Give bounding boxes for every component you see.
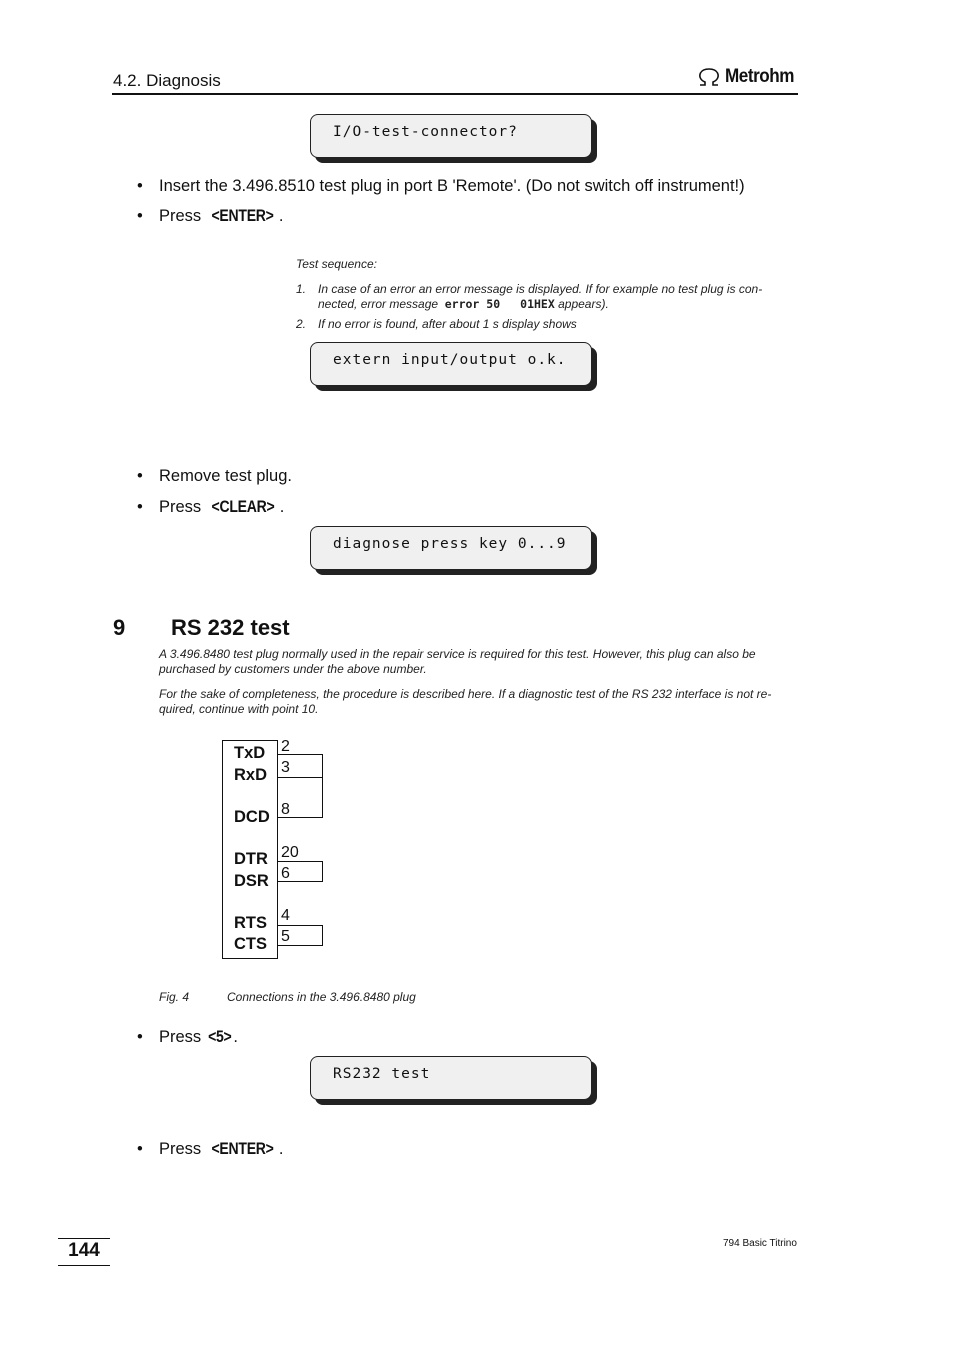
key-5: <5> xyxy=(207,1028,232,1046)
bullet-icon: • xyxy=(137,207,143,225)
lcd-text: extern input/output o.k. xyxy=(333,352,567,368)
step-text: Remove test plug. xyxy=(159,467,292,485)
step-text: Press xyxy=(159,207,206,225)
period: . xyxy=(279,498,285,516)
jumper-rts-cts xyxy=(278,925,323,946)
test-sequence-title: Test sequence: xyxy=(296,257,377,271)
signal-label: DTR xyxy=(234,850,268,868)
paragraph-line: For the sake of completeness, the procedure is described here. If a diagnostic test of the RS 232 interface is not re- xyxy=(159,687,772,701)
list-item-text-part: appears). xyxy=(558,297,609,311)
paragraph-line: purchased by customers under the above number. xyxy=(159,662,427,676)
list-item-text xyxy=(318,297,609,312)
pin-number: 8 xyxy=(281,801,290,818)
pin-number: 4 xyxy=(281,907,290,924)
enter-key: <ENTER> xyxy=(211,1140,274,1158)
step-text: Press xyxy=(159,1140,206,1158)
step-text: Press xyxy=(159,1028,206,1046)
section-header: 4.2. Diagnosis xyxy=(113,71,221,90)
step-press-clear xyxy=(137,498,284,517)
clear-key: <CLEAR> xyxy=(211,498,275,516)
bullet-icon: • xyxy=(137,177,143,195)
period: . xyxy=(278,207,284,225)
page-number: 144 xyxy=(68,1240,100,1261)
page-number-rule xyxy=(58,1265,110,1266)
pin-number: 3 xyxy=(281,759,290,776)
lcd-text: diagnose press key 0...9 xyxy=(333,536,567,552)
brand-logo xyxy=(697,66,802,88)
pin-number: 20 xyxy=(281,844,299,861)
omega-logo-icon xyxy=(697,67,721,87)
figure-caption: Connections in the 3.496.8480 plug xyxy=(227,990,416,1004)
page-number-rule-top xyxy=(58,1238,110,1239)
lcd-display xyxy=(310,342,592,386)
lcd-display xyxy=(310,114,592,158)
period: . xyxy=(233,1028,238,1046)
pin-number: 5 xyxy=(281,928,290,945)
lcd-text: RS232 test xyxy=(333,1066,431,1082)
error-hex: 01HEX xyxy=(520,297,555,311)
signal-label: DSR xyxy=(234,872,269,890)
list-number: 1. xyxy=(296,282,307,296)
paragraph-line: quired, continue with point 10. xyxy=(159,702,319,716)
jumper-txd-rxd xyxy=(278,754,323,778)
bullet-icon: • xyxy=(137,1028,143,1046)
footer-title: 794 Basic Titrino xyxy=(723,1238,797,1249)
step-text: Press xyxy=(159,498,206,516)
section-number: 9 xyxy=(113,615,126,640)
signal-label: RTS xyxy=(234,914,267,932)
jumper-dtr-dsr xyxy=(278,861,323,882)
enter-key: <ENTER> xyxy=(211,207,274,225)
paragraph-line: A 3.496.8480 test plug normally used in the repair service is required for this test. However, this plug can also be xyxy=(159,647,756,661)
step-insert-plug xyxy=(137,177,745,196)
bullet-icon: • xyxy=(137,467,143,485)
pin-number: 2 xyxy=(281,738,290,755)
signal-label: DCD xyxy=(234,808,270,826)
list-item-text: If no error is found, after about 1 s display shows xyxy=(318,317,577,331)
section-title: RS 232 test xyxy=(171,615,290,640)
signal-label: CTS xyxy=(234,935,267,953)
signal-label: TxD xyxy=(234,744,266,762)
bullet-icon: • xyxy=(137,1140,143,1158)
list-number: 2. xyxy=(296,317,307,331)
period: . xyxy=(278,1140,284,1158)
step-press-enter xyxy=(137,207,283,226)
list-item-text: In case of an error an error message is displayed. If for example no test plug is con- xyxy=(318,282,763,296)
step-press-5 xyxy=(137,1028,238,1047)
error-code: error 50 xyxy=(444,297,501,311)
bullet-icon: • xyxy=(137,498,143,516)
header-rule xyxy=(112,93,798,95)
figure-number: Fig. 4 xyxy=(159,990,190,1004)
step-remove-plug xyxy=(137,467,292,486)
pin-number: 6 xyxy=(281,865,290,882)
list-item-text-part: nected, error message xyxy=(318,297,439,311)
jumper-rxd-dcd xyxy=(278,777,323,818)
lcd-display xyxy=(310,526,592,570)
lcd-text: I/O-test-connector? xyxy=(333,124,518,140)
lcd-display xyxy=(310,1056,592,1100)
step-text: Insert the 3.496.8510 test plug in port B 'Remote'. (Do not switch off instrument!) xyxy=(159,177,745,195)
brand-name: Metrohm xyxy=(725,66,795,87)
signal-label: RxD xyxy=(234,766,268,784)
step-press-enter xyxy=(137,1140,283,1159)
